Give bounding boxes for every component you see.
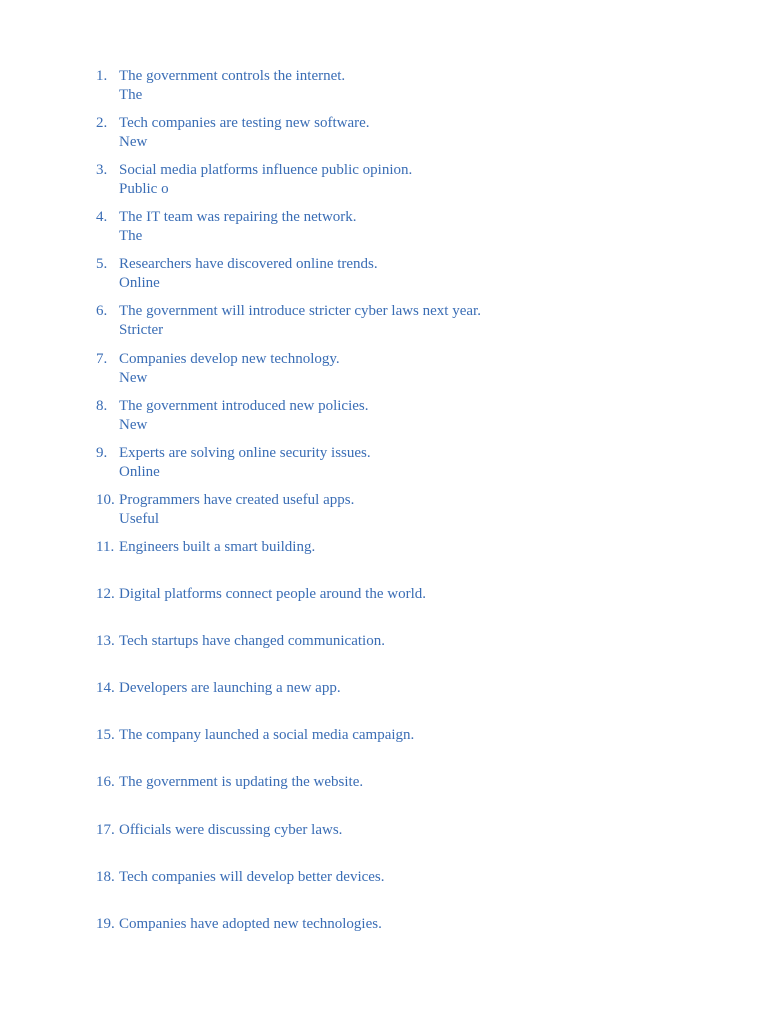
item-sentence: The company launched a social media campaign. (119, 727, 415, 744)
list-item (96, 350, 481, 397)
item-sentence: Tech companies will develop better devices. (119, 868, 385, 885)
item-number: 8. (96, 397, 108, 414)
item-text-group (119, 821, 342, 840)
item-number: 6. (96, 303, 108, 320)
item-sentence: Developers are launching a new app. (119, 680, 341, 697)
item-sentence: Digital platforms connect people around the world. (119, 586, 426, 603)
item-answer[interactable]: New (119, 416, 148, 433)
list-item (96, 161, 481, 208)
item-sentence: The government introduced new policies. (119, 397, 369, 414)
item-number: 4. (96, 209, 108, 226)
item-sentence: The government controls the internet. (119, 68, 346, 84)
list-item (96, 302, 481, 349)
item-text-group (119, 302, 481, 340)
item-number: 5. (96, 256, 108, 273)
item-text-group (119, 208, 357, 246)
item-text-group (119, 444, 371, 482)
item-text-group (119, 538, 315, 557)
item-number: 12. (96, 586, 115, 603)
item-number: 1. (96, 68, 108, 84)
item-text-group (119, 255, 378, 293)
item-answer[interactable]: The (119, 228, 143, 245)
list-item (96, 915, 481, 962)
list-item (96, 632, 481, 679)
item-number: 17. (96, 821, 115, 838)
exercise-list (96, 67, 481, 962)
item-sentence: Companies develop new technology. (119, 350, 340, 367)
list-item (96, 679, 481, 726)
list-item (96, 67, 481, 114)
list-item (96, 868, 481, 915)
item-sentence: Companies have adopted new technologies. (119, 915, 382, 932)
item-sentence: Officials were discussing cyber laws. (119, 821, 343, 838)
item-sentence: Experts are solving online security issues. (119, 444, 371, 461)
item-number: 10. (96, 491, 115, 508)
item-sentence: Researchers have discovered online trends. (119, 256, 378, 273)
list-item (96, 491, 481, 538)
item-answer[interactable]: The (119, 87, 143, 103)
item-number: 13. (96, 633, 115, 650)
item-text-group (119, 773, 363, 792)
item-sentence: Programmers have created useful apps. (119, 491, 355, 508)
item-sentence: Engineers built a smart building. (119, 538, 316, 555)
list-item (96, 208, 481, 255)
item-number: 2. (96, 115, 108, 132)
item-text-group (119, 679, 341, 698)
item-answer[interactable]: Useful (119, 510, 159, 527)
item-text-group (119, 726, 414, 745)
item-text-group (119, 915, 382, 934)
item-answer[interactable]: New (119, 369, 148, 386)
list-item (96, 773, 481, 820)
item-text-group (119, 350, 340, 388)
item-text-group (119, 632, 385, 651)
item-answer[interactable]: Public o (119, 181, 169, 198)
item-number: 9. (96, 444, 108, 461)
list-item (96, 538, 481, 585)
item-answer[interactable]: Online (119, 463, 160, 480)
item-number: 7. (96, 350, 108, 367)
item-text-group (119, 67, 345, 105)
item-sentence: The government will introduce stricter cyber laws next year. (119, 303, 481, 320)
list-item (96, 444, 481, 491)
item-sentence: Tech startups have changed communication. (119, 633, 385, 650)
item-text-group (119, 868, 385, 887)
list-item (96, 726, 481, 773)
item-sentence: The IT team was repairing the network. (119, 209, 357, 226)
item-text-group (119, 114, 370, 152)
item-answer[interactable]: New (119, 134, 148, 151)
item-number: 3. (96, 162, 108, 179)
item-number: 19. (96, 915, 115, 932)
item-text-group (119, 161, 412, 199)
item-text-group (119, 491, 354, 529)
list-item (96, 397, 481, 444)
item-number: 11. (96, 538, 115, 555)
item-number: 14. (96, 680, 115, 697)
list-item (96, 114, 481, 161)
item-number: 15. (96, 727, 115, 744)
item-text-group (119, 585, 426, 604)
list-item (96, 255, 481, 302)
item-number: 16. (96, 774, 115, 791)
item-sentence: The government is updating the website. (119, 774, 364, 791)
item-sentence: Tech companies are testing new software. (119, 115, 370, 132)
item-number: 18. (96, 868, 115, 885)
item-sentence: Social media platforms influence public opinion. (119, 162, 413, 179)
list-item (96, 821, 481, 868)
item-text-group (119, 397, 369, 435)
item-answer[interactable]: Online (119, 275, 160, 292)
list-item (96, 585, 481, 632)
item-answer[interactable]: Stricter (119, 322, 164, 339)
